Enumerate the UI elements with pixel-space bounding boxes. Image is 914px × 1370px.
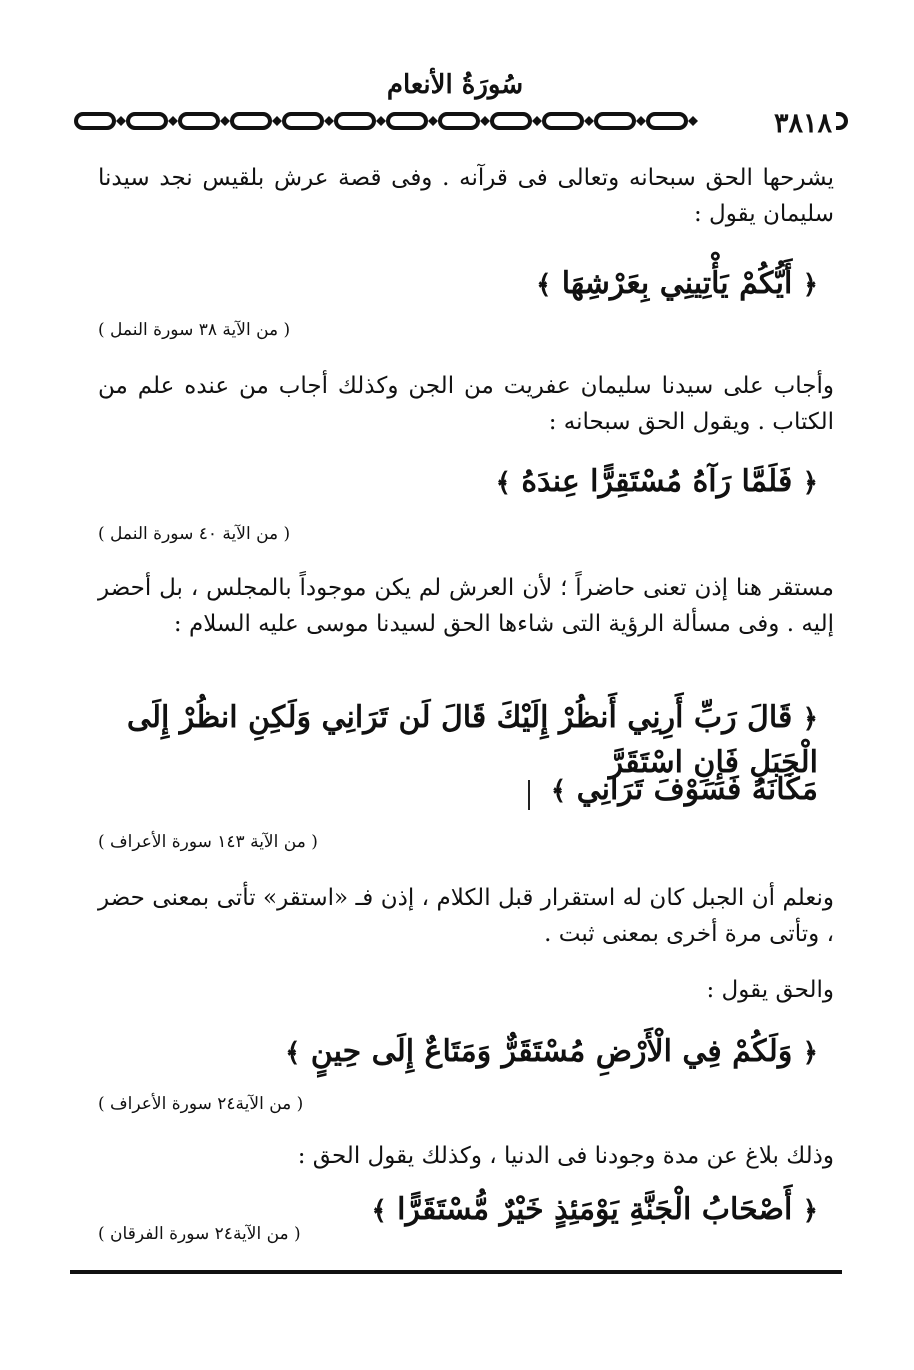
verse-text: فَلَمَّا رَآهُ مُسْتَقِرًّا عِندَهُ bbox=[521, 464, 793, 499]
chain-link bbox=[388, 114, 426, 128]
verse-close-ornament: ﴾ bbox=[285, 1038, 301, 1068]
verse-open-ornament: ﴿ bbox=[802, 1196, 818, 1226]
chain-diamond bbox=[688, 116, 698, 126]
chain-link bbox=[284, 114, 322, 128]
page-number: ٣٨١٨ bbox=[712, 108, 836, 139]
paragraph: مستقر هنا إذن تعنى حاضراً ؛ لأن العرش لم يكن موجوداً بالمجلس ، بل أحضر إليه . وفى مسألة الرؤية التى شاءها الحق لسيدنا موسى عليه السلام : bbox=[98, 575, 834, 637]
chain-diamond bbox=[532, 116, 542, 126]
quran-verse bbox=[98, 262, 818, 307]
verse-citation: ( من الآية٢٤ سورة الفرقان ) bbox=[98, 1224, 301, 1244]
paragraph: والحق يقول : bbox=[706, 977, 834, 1003]
verse-close-ornament: ﴾ bbox=[536, 270, 552, 300]
verse-citation: ( من الآية ٣٨ سورة النمل ) bbox=[98, 320, 291, 340]
chain-link bbox=[544, 114, 582, 128]
verse-text: مَكَانَهُ فَسَوْفَ تَرَانِي bbox=[576, 772, 818, 807]
chain-diamond bbox=[168, 116, 178, 126]
verse-open-ornament: ﴿ bbox=[802, 1038, 818, 1068]
chain-link bbox=[128, 114, 166, 128]
verse-citation: ( من الآية ١٤٣ سورة الأعراف ) bbox=[98, 832, 318, 852]
chain-link bbox=[232, 114, 270, 128]
chain-link bbox=[648, 114, 686, 128]
quran-verse-continuation bbox=[98, 768, 818, 813]
chain-link bbox=[336, 114, 374, 128]
chain-link bbox=[440, 114, 478, 128]
chain-diamond bbox=[116, 116, 126, 126]
chain-link bbox=[180, 114, 218, 128]
chain-diamond bbox=[376, 116, 386, 126]
chain-link bbox=[76, 114, 114, 128]
paragraph: وذلك بلاغ عن مدة وجودنا فى الدنيا ، وكذلك يقول الحق : bbox=[297, 1143, 834, 1169]
verse-text: وَلَكُمْ فِي الْأَرْضِ مُسْتَقَرٌّ وَمَتَاعٌ إِلَى حِينٍ bbox=[310, 1034, 793, 1069]
paragraph: وأجاب على سيدنا سليمان عفريت من الجن وكذلك أجاب من عنده علم من الكتاب . ويقول الحق سبحانه : bbox=[98, 373, 834, 435]
verse-text: قَالَ رَبِّ أَرِنِي أَنظُرْ إِلَيْكَ قَالَ لَن تَرَانِي وَلَكِنِ انظُرْ إِلَى الْجَبَلِ فَإِنِ اسْتَقَرَّ bbox=[126, 700, 818, 780]
text-cursor-mark bbox=[528, 780, 530, 810]
footer-rule bbox=[70, 1270, 842, 1274]
verse-text: أَصْحَابُ الْجَنَّةِ يَوْمَئِذٍ خَيْرٌ مُّسْتَقَرًّا bbox=[397, 1192, 793, 1227]
paragraph: يشرحها الحق سبحانه وتعالى فى قرآنه . وفى قصة عرش بلقيس نجد سيدنا سليمان يقول : bbox=[98, 165, 834, 227]
chain-diamond bbox=[324, 116, 334, 126]
verse-citation: ( من الآية ٤٠ سورة النمل ) bbox=[98, 524, 291, 544]
verse-close-ornament: ﴾ bbox=[495, 468, 511, 498]
quran-verse bbox=[98, 1030, 818, 1075]
chain-link bbox=[596, 114, 634, 128]
chain-diamond bbox=[272, 116, 282, 126]
chain-diamond bbox=[220, 116, 230, 126]
verse-text: أَيُّكُمْ يَأْتِينِي بِعَرْشِهَا bbox=[561, 266, 793, 301]
chain-link bbox=[492, 114, 530, 128]
verse-close-ornament: ﴾ bbox=[550, 776, 567, 806]
verse-open-ornament: ﴿ bbox=[802, 270, 818, 300]
paragraph: ونعلم أن الجبل كان له استقرار قبل الكلام ، إذن فـ «استقر» تأتى بمعنى حضر ، وتأتى مرة أخرى بمعنى ثبت . bbox=[98, 885, 834, 947]
chain-diamond bbox=[636, 116, 646, 126]
surah-title: سُورَةُ الأنعام bbox=[386, 70, 524, 100]
verse-open-ornament: ﴿ bbox=[802, 704, 818, 734]
quran-verse bbox=[98, 460, 818, 505]
chain-diamond bbox=[480, 116, 490, 126]
verse-close-ornament: ﴾ bbox=[371, 1196, 387, 1226]
chain-diamond bbox=[584, 116, 594, 126]
verse-open-ornament: ﴿ bbox=[802, 468, 818, 498]
chain-diamond bbox=[428, 116, 438, 126]
verse-citation: ( من الآية٢٤ سورة الأعراف ) bbox=[98, 1094, 304, 1114]
